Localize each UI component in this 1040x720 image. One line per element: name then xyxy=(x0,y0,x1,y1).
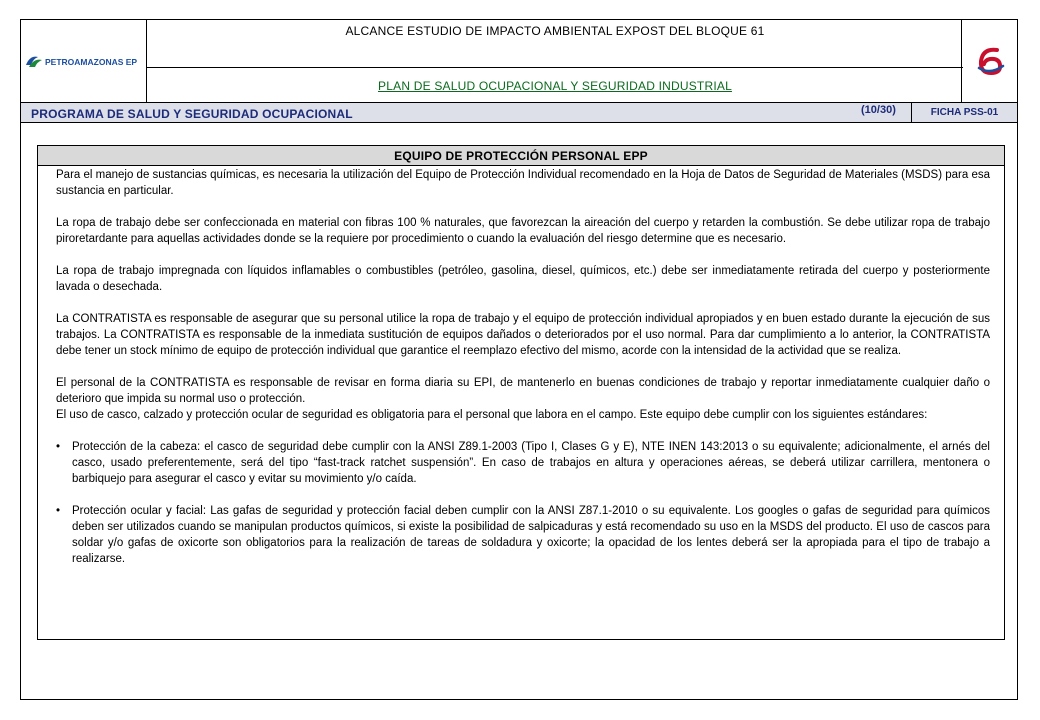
ficha-code: FICHA PSS-01 xyxy=(911,103,1017,122)
bullet-item xyxy=(56,503,990,567)
paragraph: El uso de casco, calzado y protección ocular de seguridad es obligatoria para el personal que labora en el campo. Este equipo debe cumplir con los siguientes estándares: xyxy=(56,409,928,421)
header-center xyxy=(147,20,963,102)
bullet-text: Protección de la cabeza: el casco de seguridad debe cumplir con la ANSI Z89.1-2003 (Tipo I, Clases G y E), NTE INEN 143:2013 o su equivalente; adicionalmente, el arnés del casco, usado preferentemente, será del tipo “fast-track ratchet suspensión”. En caso de trabajos en altura y operaciones aéreas, se deberá utilizar carrillera, mentonera o barbiquejo para asegurar el casco y evitar su movimiento y/o caída. xyxy=(72,441,990,485)
bullet-symbol: • xyxy=(56,505,61,517)
paragraph: La ropa de trabajo debe ser confeccionada en material con fibras 100 % naturales, que favorezcan la aireación del cuerpo y retarden la combustión. Se debe utilizar ropa de trabajo piroretardante para aquellas actividades donde se la requiere por procedimiento o cuando la evaluación del riesgo determine que es necesario. xyxy=(56,217,990,245)
paragraph: La ropa de trabajo impregnada con líquidos inflamables o combustibles (petróleo, gasolina, diesel, químicos, etc.) debe ser inmediatamente retirada del cuerpo y posteriormente lavada o desechada. xyxy=(56,265,990,293)
section-body xyxy=(38,166,1004,567)
content-box xyxy=(37,145,1005,640)
plan-subtitle: PLAN DE SALUD OCUPACIONAL Y SEGURIDAD INDUSTRIAL xyxy=(378,79,732,93)
company-logo xyxy=(21,20,147,102)
document-sheet xyxy=(20,19,1018,700)
petroamazonas-logo-icon xyxy=(24,49,144,73)
paragraph: El personal de la CONTRATISTA es responsable de revisar en forma diaria su EPI, de mantenerlo en buenas condiciones de trabajo y reportar inmediatamente cualquier daño o deterioro que impida su normal uso o protección. xyxy=(56,377,990,405)
page-number: (10/30) xyxy=(861,104,896,116)
logo-text: PETROAMAZONAS EP xyxy=(44,57,137,67)
bullet-item xyxy=(56,439,990,487)
consultant-logo xyxy=(961,20,1017,102)
program-title: PROGRAMA DE SALUD Y SEGURIDAD OCUPACIONAL xyxy=(31,107,353,121)
swirl-logo-text: 6 xyxy=(989,64,990,65)
bullet-symbol: • xyxy=(56,441,61,453)
bullet-text: Protección ocular y facial: Las gafas de seguridad y protección facial deben cumplir con la ANSI Z87.1-2010 o su equivalente. Los googles o gafas de seguridad para químicos deben ser utilizados cuando se manipulan productos químicos, si existe la posibilidad de salpicaduras y está recomendado su uso en la MSDS del producto. El uso de cascos para soldar y/o gafas de oxicorte son obligatorios para la realización de tareas de soldadura y oxicorte; la opacidad de los lentes deberá ser la apropiada para el tipo de trabajo a realizarse. xyxy=(72,505,990,565)
paragraph: Para el manejo de sustancias químicas, es necesaria la utilización del Equipo de Protección Individual recomendado en la Hoja de Datos de Seguridad de Materiales (MSDS) para esa sustancia en particular. xyxy=(56,169,990,197)
section-title: EQUIPO DE PROTECCIÓN PERSONAL EPP xyxy=(38,146,1004,166)
program-bar xyxy=(21,102,1017,123)
paragraph: La CONTRATISTA es responsable de asegurar que su personal utilice la ropa de trabajo y el equipo de protección individual apropiados y en buen estado durante la ejecución de sus trabajos. La CONTRATISTA es responsable de la inmediata sustitución de equipos dañados o deteriorados por el uso normal. Para dar cumplimiento a lo anterior, la CONTRATISTA debe tener un stock mínimo de equipo de protección individual que garantice el reemplazo efectivo del mismo, acorde con la intensidad de la actividad que se realiza. xyxy=(56,313,990,357)
swirl-logo-icon xyxy=(973,44,1007,78)
document-title: ALCANCE ESTUDIO DE IMPACTO AMBIENTAL EXPOST DEL BLOQUE 61 xyxy=(147,20,963,68)
